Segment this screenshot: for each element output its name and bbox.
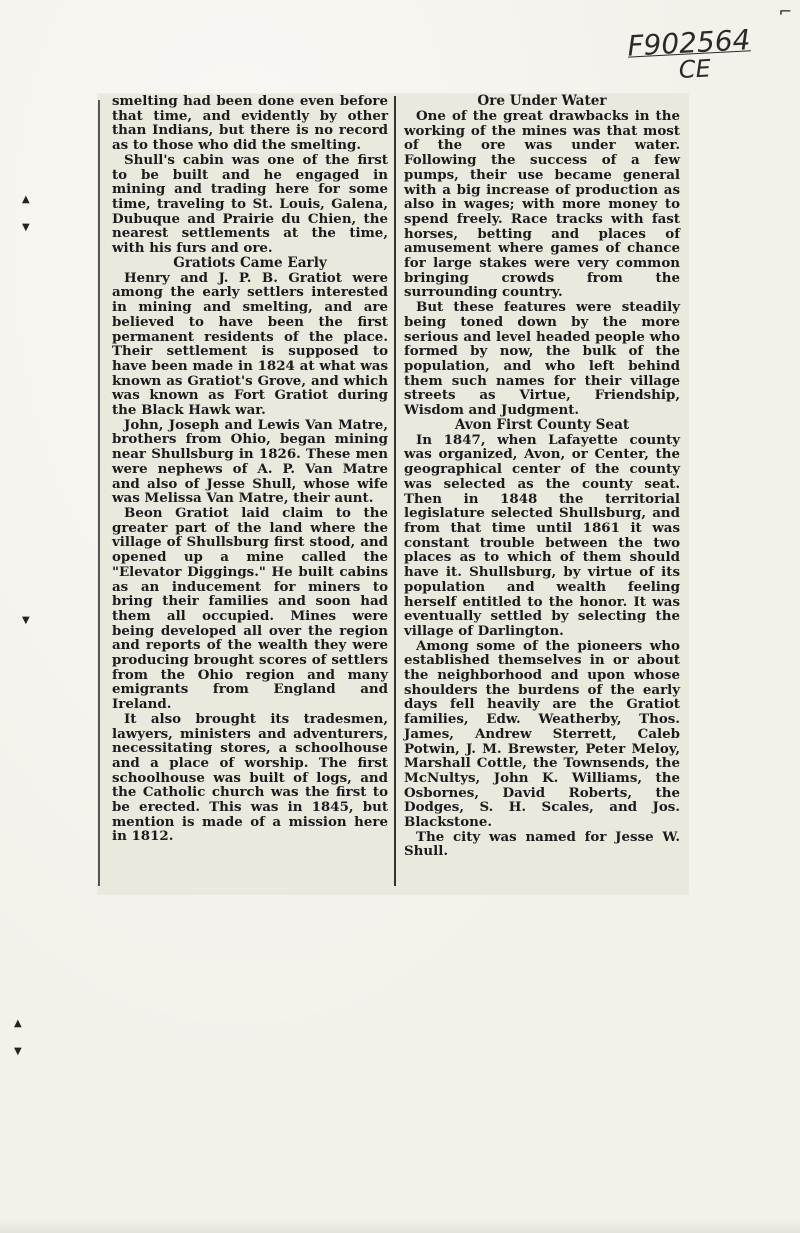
subheading-ore-under-water: Ore Under Water [477, 93, 607, 109]
paragraph: In 1847, when Lafayette county was organized, Avon, or Center, the geographical center of the county was selected as the county seat. Then in 1848 the territorial legislature selected Shullsburg, and from that time until 1861 it was constant trouble between the two places as to which of them should have it. Shullsburg, by virtue of its population and wealth feeling herself entitled to the honor. It was eventually settled by selecting the village of Darlington. [404, 431, 680, 639]
handwritten-annotation [627, 22, 770, 86]
paragraph: Henry and J. P. B. Gratiot were among the early settlers interested in mining and smelting, and are believed to have been the first permanent residents of the place. Their settlement is supposed to have been made in 1824 at what was known as Gratiot's Grove, and which was known as Fort Gratiot during the Black Hawk war. [112, 269, 388, 419]
paragraph: But these features were steadily being toned down by the more serious and level headed people who formed by now, the bulk of the population, and who left behind them such names for their village streets as Virtue, Friendship, Wisdom and Judgment. [404, 299, 680, 419]
left-column [112, 94, 388, 844]
scan-bottom-edge [0, 1218, 800, 1233]
margin-up-mark: ▲ [14, 1018, 22, 1029]
right-column [404, 94, 680, 859]
paragraph: The city was named for Jesse W. Shull. [404, 828, 680, 860]
margin-down-mark: ▼ [22, 222, 30, 233]
catalog-number: F902564 [626, 23, 752, 63]
margin-down-mark: ▼ [22, 615, 30, 626]
initials: CE [678, 54, 712, 85]
subheading-avon-county-seat: Avon First County Seat [454, 416, 630, 433]
margin-up-mark: ▲ [22, 194, 30, 205]
paragraph: smelting had been done even before that time, and evidently by other than Indians, but there is no record as to those who did the smelting. [112, 93, 388, 154]
column-rule [394, 96, 396, 886]
subheading-gratiots: Gratiots Came Early [173, 254, 327, 271]
paragraph: Shull's cabin was one of the first to be built and he engaged in mining and trading here for some time, traveling to St. Louis, Galena, Dubuque and Prairie du Chien, the nearest settlements at the time, with his furs and ore. [112, 151, 388, 257]
margin-down-mark: ▼ [14, 1046, 22, 1057]
newspaper-clipping [98, 94, 688, 894]
paragraph: One of the great drawbacks in the working of the mines was that most of the ore was under water. Following the success of a few pumps, their use became general with a big increase of production as also in wages; with more money to spend freely. Race tracks with fast horses, betting and places of amusement where games of chance for large stakes were very common bringing crowds from the surrounding country. [404, 108, 680, 301]
paragraph: Among some of the pioneers who established themselves in or about the neighborhood and upon whose shoulders the burdens of the early days fell heavily are the Gratiot families, Edw. Weatherby, Thos. James, Andrew Sterrett, Caleb Potwin, J. M. Brewster, Peter Meloy, Marshall Cottle, the Townsends, the McNultys, John K. Williams, the Osbornes, David Roberts, the Dodges, S. H. Scales, and Jos. Blackstone. [404, 637, 680, 831]
paragraph: John, Joseph and Lewis Van Matre, brothers from Ohio, began mining near Shullsburg in 1826. These men were nephews of A. P. Van Matre and also of Jesse Shull, whose wife was Melissa Van Matre, their aunt. [112, 416, 388, 507]
paragraph: Beon Gratiot laid claim to the greater part of the land where the village of Shullsburg first stood, and opened up a mine called the "Elevator Diggings." He built cabins as an inducement for miners to bring their families and soon had them all occupied. Mines were being developed all over the region and reports of the wealth they were producing brought scores of settlers from the Ohio region and many emigrants from England and Ireland. [112, 504, 388, 713]
corner-mark: ⌐ [778, 2, 792, 21]
clipping-left-border [98, 100, 100, 886]
paragraph: It also brought its tradesmen, lawyers, ministers and adventurers, necessitating stores, a schoolhouse and a place of worship. The first schoolhouse was built of logs, and the Catholic church was the first to be erected. This was in 1845, but mention is made of a mission here in 1812. [112, 710, 388, 845]
